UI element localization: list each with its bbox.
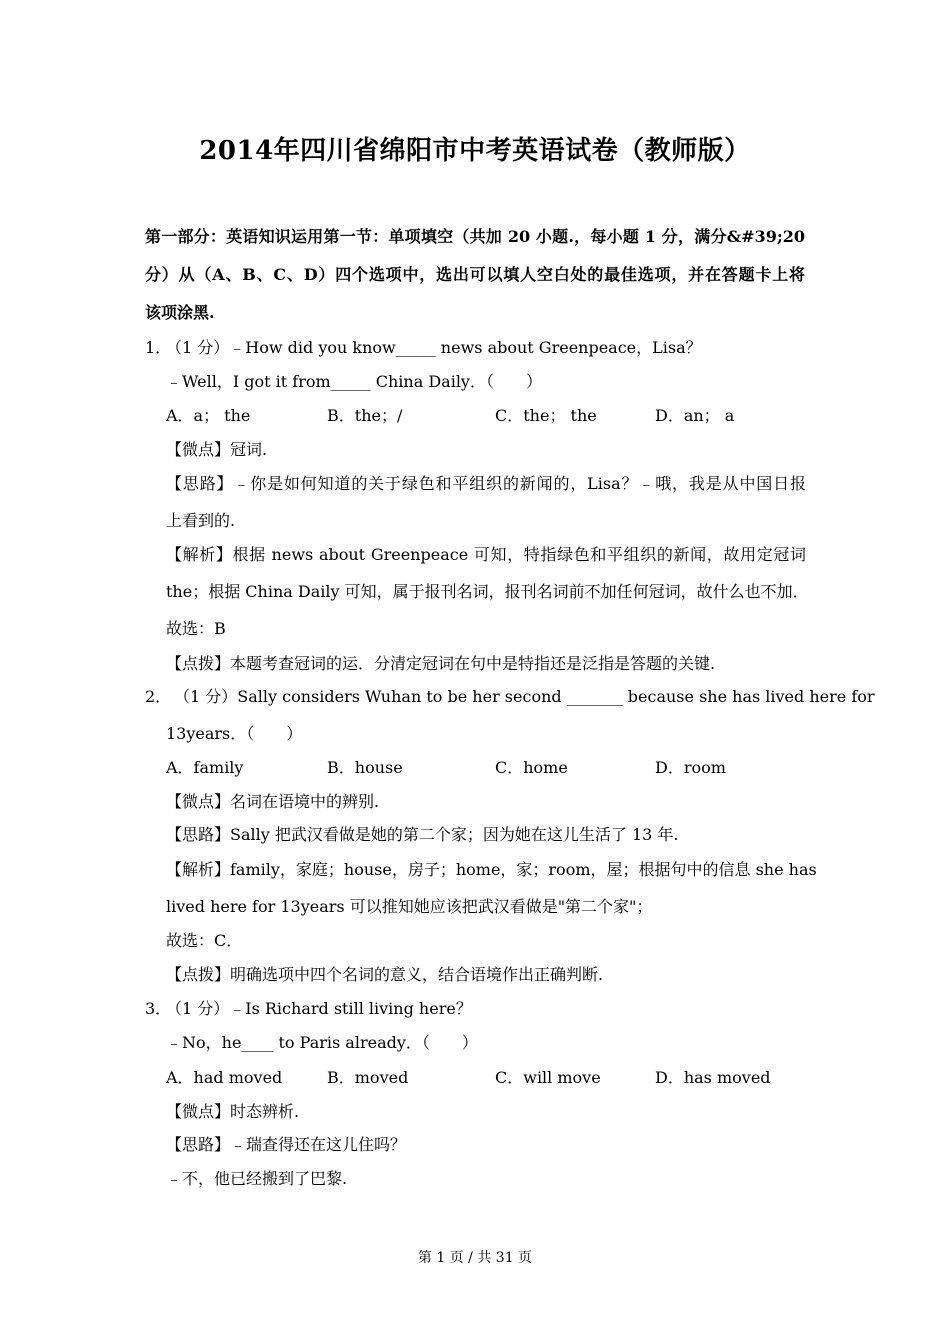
question-3-option-a: A．had moved bbox=[166, 1068, 283, 1087]
question-1-stem-1: （1 分）﹣How did you know_____ news about Greenpeace，Lisa？ bbox=[166, 338, 702, 357]
question-1-jiexi-1: 【解析】根据 news about Greenpeace 可知，特指绿色和平组织的新闻，故用定冠词 bbox=[166, 545, 806, 564]
question-1-option-c: C．the； the bbox=[495, 406, 597, 425]
question-3-stem-1: （1 分）﹣Is Richard still living here？ bbox=[166, 999, 472, 1018]
question-3-option-d: D．has moved bbox=[655, 1068, 771, 1087]
question-3-weidian: 【微点】时态辨析. bbox=[166, 1102, 300, 1121]
question-2-dianbo: 【点拨】明确选项中四个名词的意义，结合语境作出正确判断. bbox=[166, 965, 604, 984]
intro-line-1: 第一部分：英语知识运用第一节：单项填空（共加 20 小题.，每小题 1 分，满分&#39;20 bbox=[145, 227, 805, 246]
question-1-weidian: 【微点】冠词. bbox=[166, 440, 268, 459]
question-2-jiexi-2: lived here for 13years 可以推知她应该把武汉看做是"第二个家"； bbox=[166, 897, 653, 916]
question-1-silu-1: 【思路】﹣你是如何知道的关于绿色和平组织的新闻的，Lisa？﹣哦，我是从中国日报 bbox=[166, 474, 806, 493]
page-title: 2014年四川省绵阳市中考英语试卷（教师版） bbox=[199, 136, 751, 166]
intro-line-2: 分）从（A、B、C、D）四个选项中，选出可以填人空白处的最佳选项，并在答题卡上将 bbox=[145, 265, 805, 284]
question-2-option-c: C．home bbox=[495, 758, 568, 777]
question-1-option-d: D．an； a bbox=[655, 406, 735, 425]
question-3-stem-2: ﹣No，he____ to Paris already．（ ） bbox=[166, 1033, 478, 1052]
question-2-stem-1: （1 分）Sally considers Wuhan to be her second _______ because she has lived here for bbox=[174, 687, 875, 706]
question-1-dianbo: 【点拨】本题考查冠词的运．分清定冠词在句中是特指还是泛指是答题的关键. bbox=[166, 654, 716, 673]
page-footer: 第 1 页 / 共 31 页 bbox=[417, 1250, 533, 1266]
question-2-jiexi-1: 【解析】family，家庭；house，房子；home，家；room，屋；根据句中的信息 she has bbox=[166, 860, 817, 879]
section-intro bbox=[145, 218, 815, 332]
question-3-number: 3． bbox=[145, 999, 172, 1018]
intro-line-3: 该项涂黑. bbox=[145, 303, 215, 322]
question-2-number: 2． bbox=[145, 687, 172, 706]
question-2-silu: 【思路】Sally 把武汉看做是她的第二个家；因为她在这儿生活了 13 年. bbox=[166, 825, 679, 844]
question-3-silu-1: 【思路】﹣瑞查得还在这儿住吗？ bbox=[166, 1135, 407, 1154]
question-1-jiexi-2: the；根据 China Daily 可知，属于报刊名词，报刊名词前不加任何冠词，故什么也不加． bbox=[166, 582, 809, 601]
question-2-weidian: 【微点】名词在语境中的辨别. bbox=[166, 792, 380, 811]
question-3-option-b: B．moved bbox=[327, 1068, 409, 1087]
question-2-stem-2: 13years．（ ） bbox=[166, 724, 303, 743]
question-1-option-b: B．the；/ bbox=[327, 406, 403, 425]
question-3-option-c: C．will move bbox=[495, 1068, 601, 1087]
question-1-stem-2: ﹣Well，I got it from_____ China Daily．（ ） bbox=[166, 372, 542, 391]
question-1-option-a: A．a； the bbox=[166, 406, 251, 425]
question-1-silu-2: 上看到的. bbox=[166, 511, 236, 530]
question-2-option-b: B．house bbox=[327, 758, 403, 777]
question-1-answer: 故选：B bbox=[166, 619, 226, 638]
question-2-option-a: A．family bbox=[166, 758, 244, 777]
question-2-option-d: D．room bbox=[655, 758, 726, 777]
question-2-answer: 故选：C． bbox=[166, 931, 243, 950]
question-3-silu-2: ﹣不，他已经搬到了巴黎. bbox=[166, 1169, 348, 1188]
question-1-number: 1． bbox=[145, 338, 172, 357]
